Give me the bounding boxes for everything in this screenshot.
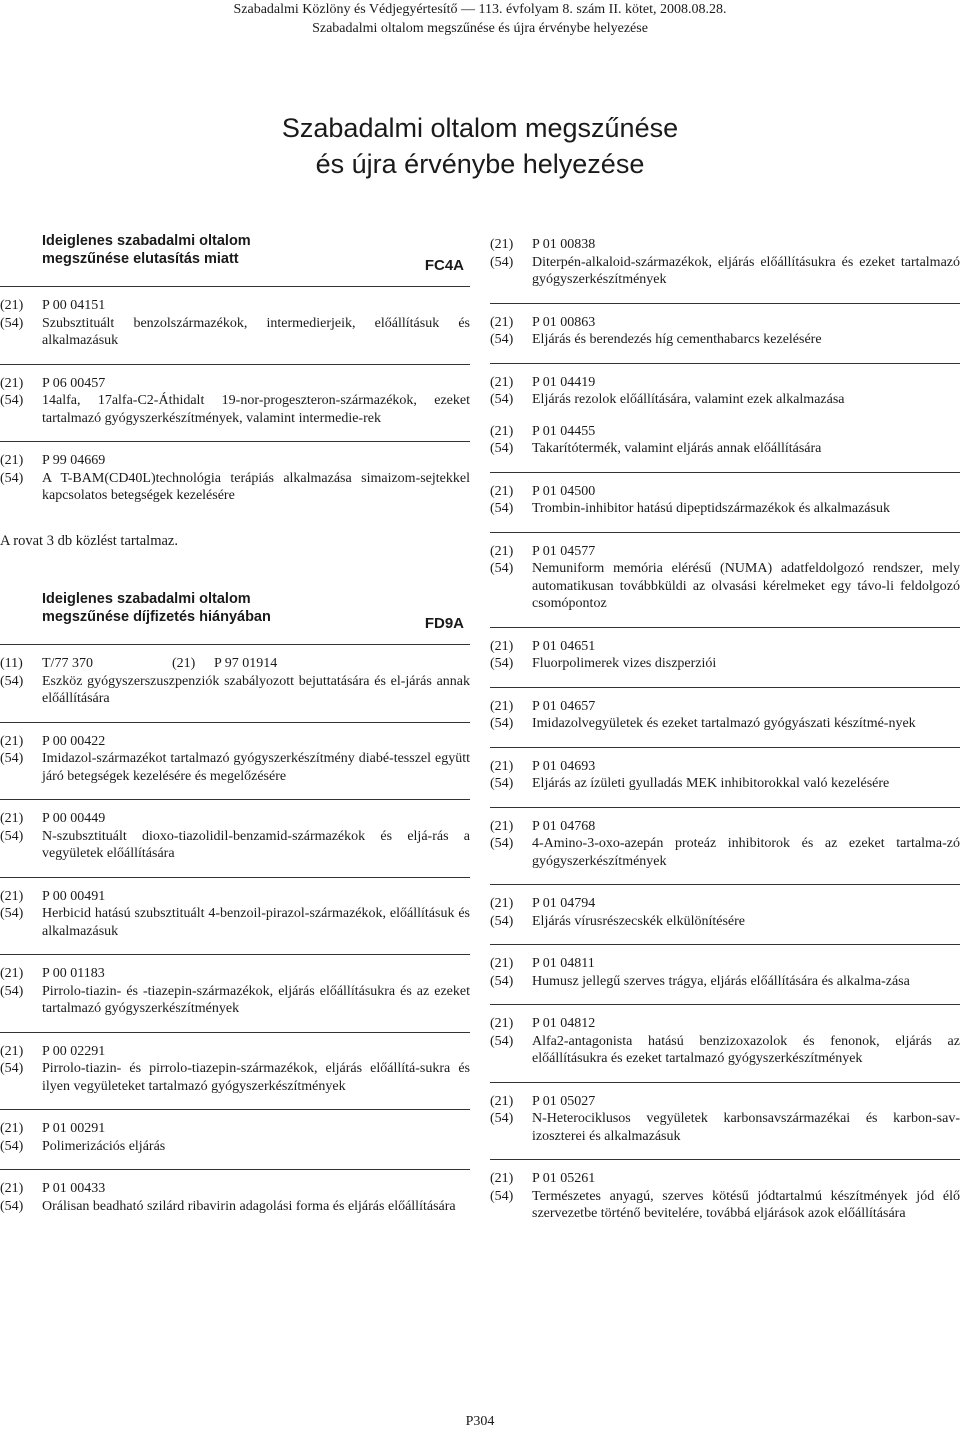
application-number: P 01 04812: [532, 1016, 596, 1031]
section-code: FC4A: [424, 256, 464, 274]
application-number: P 01 04577: [532, 543, 596, 559]
section-title-line-2: megszűnése elutasítás miatt: [42, 251, 239, 267]
patent-title: Pirrolo-tiazin- és -tiazepin-származékok, eljárás előállításukra és az ezeket tartalmazó gyógyszerkészítmények: [42, 983, 470, 1016]
field-code-21: (21): [490, 483, 514, 499]
application-number: P 00 04151: [42, 298, 106, 313]
patent-entry: [0, 286, 470, 364]
field-code-54: (54): [0, 1198, 24, 1214]
patent-title: Fluorpolimerek vizes diszperziói: [532, 656, 717, 671]
patent-title: 4-Amino-3-oxo-azepán proteáz inhibitorok és az ezeket tartalma-zó gyógyszerkészítmények: [532, 836, 960, 869]
field-code-21: (21): [490, 543, 514, 559]
field-code-21: (21): [0, 888, 24, 904]
page-title: [0, 110, 960, 182]
patent-title: Eszköz gyógyszerszuszpenziók szabályozott bejuttatására és el-járás annak előállítására: [42, 673, 470, 706]
patent-title: Szubsztituált benzolszármazékok, intermedierjeik, előállításuk és alkalmazásuk: [42, 315, 470, 348]
patent-title: N-Heterociklusos vegyületek karbonsavszármazékai és karbon-sav-izoszterei és alkalmazásuk: [532, 1111, 960, 1144]
field-code-54: (54): [0, 673, 24, 689]
page-title-line-1: Szabadalmi oltalom megszűnése: [281, 113, 679, 143]
patent-entry: [490, 423, 960, 472]
field-code-21: (21): [490, 758, 514, 774]
field-code-54: (54): [490, 501, 514, 516]
patent-entry: [490, 747, 960, 807]
application-number: P 01 04419: [532, 374, 596, 390]
application-number: P 00 01183: [42, 966, 105, 981]
field-code-54: (54): [0, 828, 24, 844]
patent-entry: [490, 1004, 960, 1082]
section-heading-fd9a: [0, 590, 470, 644]
field-code-21: (21): [0, 1043, 24, 1059]
field-code-21: (21): [490, 896, 514, 911]
field-code-21: (21): [490, 638, 514, 654]
application-number: P 01 05027: [532, 1093, 596, 1109]
field-code-21: (21): [490, 314, 514, 330]
patent-title: Polimerizációs eljárás: [42, 1138, 166, 1154]
field-code-21: (21): [0, 733, 24, 749]
patent-title: Eljárás az ízületi gyulladás MEK inhibitorokkal való kezelésére: [532, 776, 890, 791]
patent-entry: [0, 954, 470, 1032]
patent-entry: [0, 644, 470, 722]
field-code-54: (54): [490, 716, 514, 731]
application-number: P 00 00491: [42, 888, 106, 904]
patent-entry: [490, 1082, 960, 1160]
application-number: P 01 00291: [42, 1121, 106, 1136]
patent-title: 14alfa, 17alfa-C2-Áthidalt 19-nor-progeszteron-származékok, ezeket tartalmazó gyógyszerkészítmények, valamint intermedie-rek: [42, 393, 470, 426]
patent-title: Alfa2-antagonista hatású benzizoxazolok és fenonok, eljárás az előállításukra és ezeket tartalmazó gyógyszerkészítmények: [532, 1033, 960, 1066]
application-number: P 00 00422: [42, 733, 106, 749]
header-journal-line: Szabadalmi Közlöny és Védjegyértesítő — 113. évfolyam 8. szám II. kötet, 2008.08.28.: [233, 2, 727, 17]
patent-title: N-szubsztituált dioxo-tiazolidil-benzamid-származékok és eljá-rás a vegyületek előállítására: [42, 828, 470, 861]
patent-entry: [490, 363, 960, 423]
application-number: P 01 04693: [532, 758, 596, 774]
field-code-11: (11): [0, 656, 23, 671]
patent-entry: [490, 1159, 960, 1237]
field-code-54: (54): [0, 1138, 24, 1154]
field-code-21: (21): [490, 818, 514, 834]
left-column: [0, 232, 470, 1229]
field-code-54: (54): [490, 441, 514, 456]
section-title-line-2: megszűnése díjfizetés hiányában: [42, 609, 271, 625]
field-code-21: (21): [0, 1121, 24, 1136]
field-code-21: (21): [490, 423, 514, 439]
field-code-54: (54): [0, 393, 24, 408]
field-code-54: (54): [0, 983, 24, 999]
application-number: P 01 04455: [532, 423, 596, 439]
application-number: P 01 04500: [532, 483, 596, 499]
patent-title: Diterpén-alkaloid-származékok, eljárás előállításukra és ezeket tartalmazó gyógyszerkészítmények: [532, 254, 960, 287]
field-code-54: (54): [490, 561, 514, 576]
field-code-54: (54): [490, 656, 514, 671]
field-code-21: (21): [0, 1181, 24, 1196]
patent-entry: [490, 472, 960, 532]
patent-entry: [490, 627, 960, 687]
section-count-note: A rovat 3 db közlést tartalmaz.: [0, 532, 178, 549]
header-section-line: Szabadalmi oltalom megszűnése és újra érvénybe helyezése: [312, 21, 648, 36]
patent-number: T/77 370: [42, 656, 93, 671]
running-header: [0, 0, 960, 38]
field-code-54: (54): [490, 776, 514, 791]
field-code-21: (21): [172, 656, 196, 671]
field-code-54: (54): [490, 973, 514, 989]
patent-title: Eljárás és berendezés híg cementhabarcs kezelésére: [532, 332, 822, 347]
field-code-54: (54): [490, 1033, 514, 1049]
patent-entry: [0, 799, 470, 877]
application-number: P 01 04657: [532, 698, 596, 714]
section-title-line-1: Ideiglenes szabadalmi oltalom: [42, 591, 251, 607]
patent-entry: [0, 1169, 470, 1229]
application-number: P 01 00433: [42, 1181, 106, 1196]
page-number: P304: [465, 1414, 495, 1429]
patent-title: A T-BAM(CD40L)technológia terápiás alkalmazása simaizom-sejtekkel kapcsolatos betegségek kezelésére: [42, 470, 470, 503]
application-number: P 97 01914: [214, 656, 278, 671]
application-number: P 00 00449: [42, 811, 106, 826]
patent-entry: [490, 232, 960, 303]
field-code-54: (54): [0, 1061, 24, 1076]
patent-title: Humusz jellegű szerves trágya, eljárás előállítására és alkalma-zása: [532, 973, 910, 989]
field-code-21: (21): [490, 374, 514, 390]
field-code-21: (21): [490, 237, 514, 252]
patent-title: Orálisan beadható szilárd ribavirin adagolási forma és eljárás előállítására: [42, 1198, 456, 1214]
patent-title: Imidazolvegyületek és ezeket tartalmazó gyógyászati készítmé-nyek: [532, 716, 916, 731]
patent-title: Trombin-inhibitor hatású dipeptidszármazékok és alkalmazásuk: [532, 501, 890, 516]
patent-entry: [0, 441, 470, 519]
page-title-line-2: és újra érvénybe helyezése: [315, 149, 645, 179]
field-code-54: (54): [490, 1111, 514, 1126]
section-code: FD9A: [424, 614, 464, 632]
application-number: P 99 04669: [42, 453, 106, 468]
application-number: P 00 02291: [42, 1043, 106, 1059]
application-number: P 01 04811: [532, 956, 595, 971]
patent-title: Takarítótermék, valamint eljárás annak előállítására: [532, 441, 822, 456]
patent-entry: [490, 884, 960, 944]
patent-title: Pirrolo-tiazin- és pirrolo-tiazepin-származékok, eljárás előállítá-sukra és ilyen vegyületeket tartalmazó gyógyszerkészítmények: [42, 1061, 470, 1094]
field-code-21: (21): [490, 1016, 514, 1031]
field-code-21: (21): [0, 375, 24, 391]
patent-entry: [0, 1032, 470, 1110]
patent-entry: [0, 364, 470, 442]
section-title-line-1: Ideiglenes szabadalmi oltalom: [42, 233, 251, 249]
field-code-54: (54): [0, 751, 24, 766]
application-number: P 01 04651: [532, 638, 596, 654]
patent-title: Természetes anyagú, szerves kötésű jódtartalmú készítmények jód élő szervezetbe történő bevitelére, továbbá eljárások azok előállítására: [532, 1188, 960, 1221]
patent-title: Nemuniform memória elérésű (NUMA) adatfeldolgozó rendszer, mely automatikusan továbbküldi az olvasási kérelmeket egy távo-li feldolgozó csomópontoz: [532, 561, 960, 611]
field-code-21: (21): [0, 298, 24, 313]
field-code-54: (54): [490, 836, 514, 851]
patent-title: Eljárás vírusrészecskék elkülönítésére: [532, 913, 746, 929]
application-number: P 06 00457: [42, 375, 106, 391]
field-code-21: (21): [490, 1093, 514, 1109]
field-code-54: (54): [490, 332, 514, 347]
field-code-54: (54): [490, 254, 514, 270]
field-code-54: (54): [0, 315, 24, 331]
patent-entry: [490, 944, 960, 1004]
application-number: P 01 04768: [532, 818, 596, 834]
patent-entry: [490, 532, 960, 627]
patent-entry: [0, 877, 470, 955]
application-number: P 01 00863: [532, 314, 596, 330]
patent-title: Imidazol-származékot tartalmazó gyógyszerkészítmény diabé-tesszel együtt járó betegségek kezelésére és megelőzésére: [42, 751, 470, 784]
patent-entry: [0, 1109, 470, 1169]
section-heading-fc4a: [0, 232, 470, 286]
field-code-21: (21): [0, 811, 24, 826]
field-code-54: (54): [490, 913, 514, 929]
application-number: P 01 04794: [532, 896, 596, 911]
application-number: P 01 05261: [532, 1171, 596, 1186]
right-column: [490, 232, 960, 1237]
field-code-54: (54): [0, 906, 24, 921]
field-code-21: (21): [0, 453, 24, 468]
field-code-21: (21): [0, 966, 24, 981]
patent-entry: [490, 807, 960, 885]
field-code-21: (21): [490, 698, 514, 714]
patent-title: Eljárás rezolok előállítására, valamint ezek alkalmazása: [532, 392, 845, 407]
patent-entry: [0, 722, 470, 800]
patent-entry: [490, 303, 960, 363]
application-number: P 01 00838: [532, 237, 596, 252]
field-code-54: (54): [0, 470, 24, 486]
field-code-21: (21): [490, 956, 514, 971]
patent-entry: [490, 687, 960, 747]
field-code-54: (54): [490, 392, 514, 407]
patent-title: Herbicid hatású szubsztituált 4-benzoil-pirazol-származékok, előállításuk és alkalmazásuk: [42, 906, 470, 939]
field-code-21: (21): [490, 1171, 514, 1186]
field-code-54: (54): [490, 1188, 514, 1204]
